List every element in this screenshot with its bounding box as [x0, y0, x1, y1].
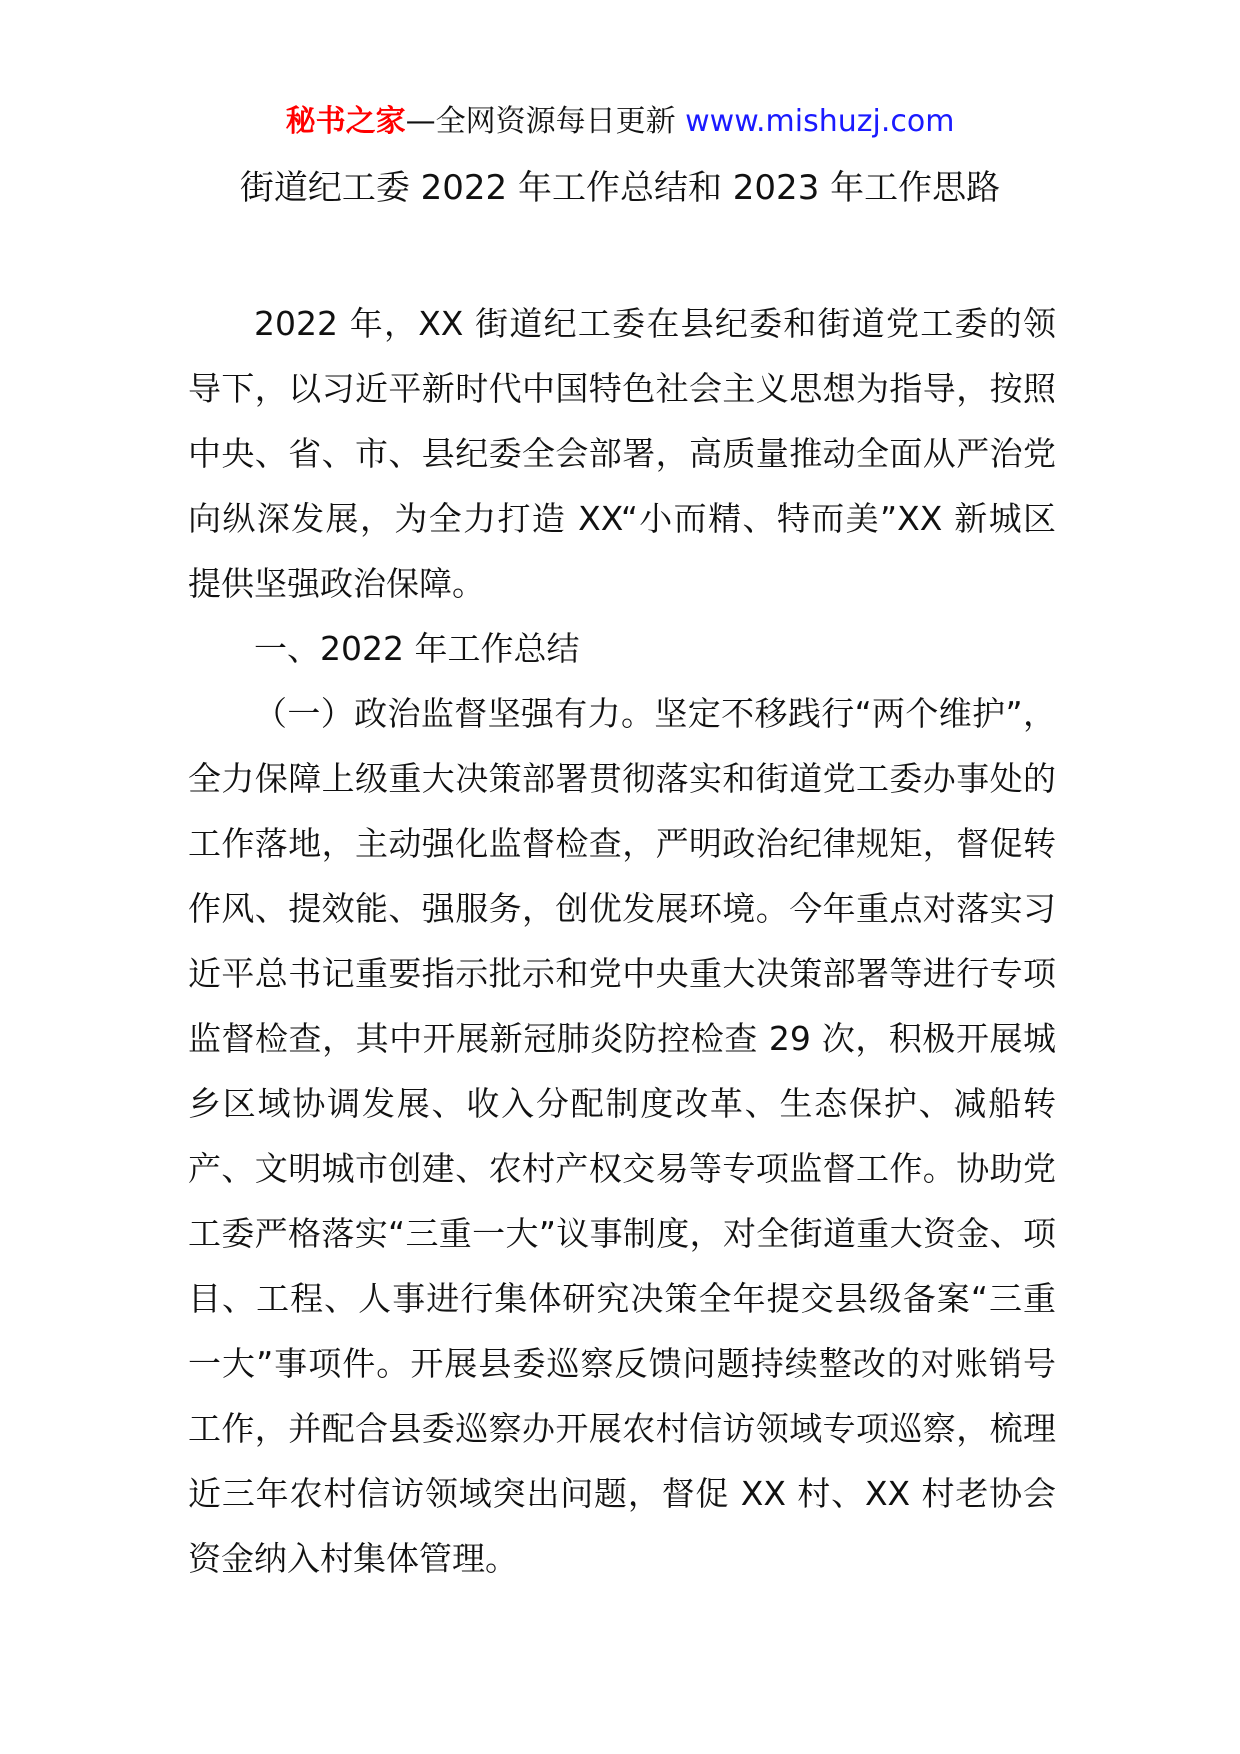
section-heading: 一、2022 年工作总结: [254, 629, 580, 668]
site-header: [0, 102, 1240, 142]
header-tagline: —全网资源每日更新: [405, 104, 686, 139]
section-1-paragraph: （一）政治监督坚强有力。坚定不移践行“两个维护”，全力保障上级重大决策部署贯彻落实和街道党工委办事处的工作落地，主动强化监督检查，严明政治纪律规矩，督促转作风、提效能、强服务，创优发展环境。今年重点对落实习近平总书记重要指示批示和党中央重大决策部署等进行专项监督检查，其中开展新冠肺炎防控检查 29 次，积极开展城乡区域协调发展、收入分配制度改革、生态保护、减船转产、文明城市创建、农村产权交易等专项监督工作。协助党工委严格落实“三重一大”议事制度，对全街道重大资金、项目、工程、人事进行集体研究决策全年提交县级备案“三重一大”事项件。开展县委巡察反馈问题持续整改的对账销号工作，并配合县委巡察办开展农村信访领域专项巡察，梳理近三年农村信访领域突出问题，督促 XX 村、XX 村老协会资金纳入村集体管理。: [188, 694, 1056, 1578]
site-url-link[interactable]: www.mishuzj.com: [685, 104, 955, 139]
document-title: 街道纪工委 2022 年工作总结和 2023 年工作思路: [239, 168, 1001, 208]
intro-paragraph: 2022 年，XX 街道纪工委在县纪委和街道党工委的领导下，以习近平新时代中国特色社会主义思想为指导，按照中央、省、市、县纪委全会部署，高质量推动全面从严治党向纵深发展，为全力打造 XX“小而精、特而美”XX 新城区提供坚强政治保障。: [188, 304, 1056, 603]
brand-name: 秘书之家: [285, 104, 406, 139]
document-body: [188, 291, 1056, 1591]
